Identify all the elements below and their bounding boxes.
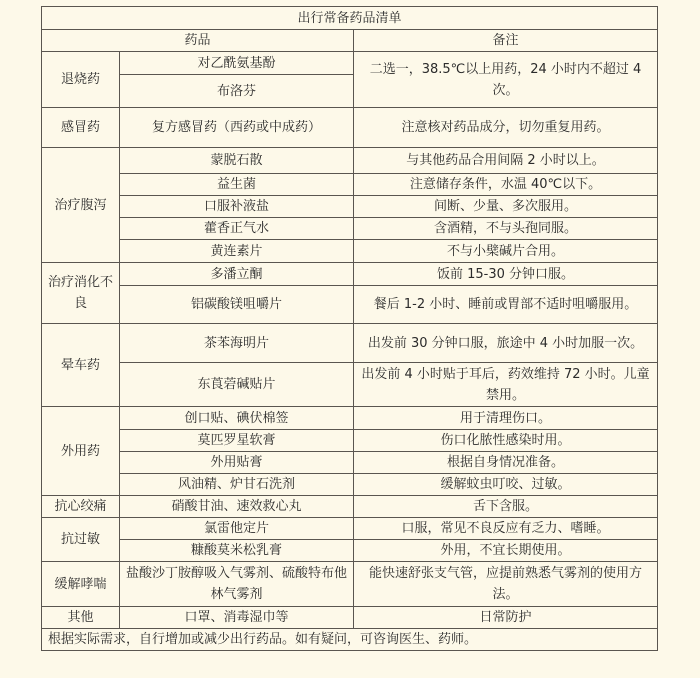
table-row (42, 607, 658, 629)
drug-cell: 对乙酰氨基酚 (120, 52, 354, 75)
note-cell: 口服，常见不良反应有乏力、嗜睡。 (354, 518, 658, 540)
category-cell: 外用药 (42, 407, 120, 496)
table-row (42, 218, 658, 240)
table-row (42, 286, 658, 324)
table-row (42, 363, 658, 407)
note-cell: 外用，不宜长期使用。 (354, 540, 658, 562)
table-row (42, 196, 658, 218)
table-row (42, 407, 658, 430)
table-row (42, 240, 658, 263)
drug-cell: 外用贴膏 (120, 452, 354, 474)
category-cell: 治疗消化不良 (42, 263, 120, 324)
drug-cell: 布洛芬 (120, 75, 354, 108)
table-row (42, 562, 658, 607)
drug-cell: 黄连素片 (120, 240, 354, 263)
drug-cell: 复方感冒药（西药或中成药） (120, 108, 354, 148)
category-cell: 治疗腹泻 (42, 148, 120, 263)
travel-medicine-table (41, 6, 658, 651)
note-cell: 用于清理伤口。 (354, 407, 658, 430)
note-cell: 能快速舒张支气管，应提前熟悉气雾剂的使用方法。 (354, 562, 658, 607)
category-cell: 缓解哮喘 (42, 562, 120, 607)
drug-cell: 蒙脱石散 (120, 148, 354, 174)
category-cell: 抗心绞痛 (42, 496, 120, 518)
drug-cell: 盐酸沙丁胺醇吸入气雾剂、硫酸特布他林气雾剂 (120, 562, 354, 607)
drug-cell: 氯雷他定片 (120, 518, 354, 540)
note-cell: 饭前 15-30 分钟口服。 (354, 263, 658, 286)
drug-cell: 藿香正气水 (120, 218, 354, 240)
drug-cell: 茶苯海明片 (120, 324, 354, 363)
note-cell: 注意核对药品成分，切勿重复用药。 (354, 108, 658, 148)
category-cell: 抗过敏 (42, 518, 120, 562)
drug-cell: 东莨菪碱贴片 (120, 363, 354, 407)
note-cell: 日常防护 (354, 607, 658, 629)
table-row (42, 108, 658, 148)
category-cell: 晕车药 (42, 324, 120, 407)
note-cell: 餐后 1-2 小时、睡前或胃部不适时咀嚼服用。 (354, 286, 658, 324)
drug-cell: 糠酸莫米松乳膏 (120, 540, 354, 562)
drug-cell: 风油精、炉甘石洗剂 (120, 474, 354, 496)
table-row (42, 452, 658, 474)
note-cell: 间断、少量、多次服用。 (354, 196, 658, 218)
table-row (42, 174, 658, 196)
drug-cell: 铝碳酸镁咀嚼片 (120, 286, 354, 324)
drug-cell: 口罩、消毒湿巾等 (120, 607, 354, 629)
table-row (42, 324, 658, 363)
note-cell: 根据自身情况准备。 (354, 452, 658, 474)
note-cell: 不与小檗碱片合用。 (354, 240, 658, 263)
drug-cell: 创口贴、碘伏棉签 (120, 407, 354, 430)
note-cell: 舌下含服。 (354, 496, 658, 518)
note-cell: 注意储存条件，水温 40℃以下。 (354, 174, 658, 196)
drug-cell: 硝酸甘油、速效救心丸 (120, 496, 354, 518)
table-row (42, 496, 658, 518)
drug-cell: 多潘立酮 (120, 263, 354, 286)
drug-cell: 莫匹罗星软膏 (120, 430, 354, 452)
category-cell: 其他 (42, 607, 120, 629)
table-row (42, 474, 658, 496)
note-cell: 出发前 4 小时贴于耳后，药效维持 72 小时。儿童禁用。 (354, 363, 658, 407)
table-title: 出行常备药品清单 (42, 7, 658, 30)
note-cell: 含酒精，不与头孢同服。 (354, 218, 658, 240)
category-cell: 感冒药 (42, 108, 120, 148)
header-drug: 药品 (42, 30, 354, 52)
note-cell: 与其他药品合用间隔 2 小时以上。 (354, 148, 658, 174)
note-cell: 缓解蚊虫叮咬、过敏。 (354, 474, 658, 496)
drug-cell: 口服补液盐 (120, 196, 354, 218)
category-cell: 退烧药 (42, 52, 120, 108)
table-row (42, 148, 658, 174)
table-row (42, 518, 658, 540)
table-row (42, 430, 658, 452)
table-row (42, 263, 658, 286)
table-row (42, 52, 658, 75)
note-cell: 出发前 30 分钟口服，旅途中 4 小时加服一次。 (354, 324, 658, 363)
note-cell: 伤口化脓性感染时用。 (354, 430, 658, 452)
table-row (42, 540, 658, 562)
table-footer-note: 根据实际需求，自行增加或减少出行药品。如有疑问，可咨询医生、药师。 (42, 629, 658, 651)
drug-cell: 益生菌 (120, 174, 354, 196)
note-cell: 二选一，38.5℃以上用药，24 小时内不超过 4 次。 (354, 52, 658, 108)
header-note: 备注 (354, 30, 658, 52)
